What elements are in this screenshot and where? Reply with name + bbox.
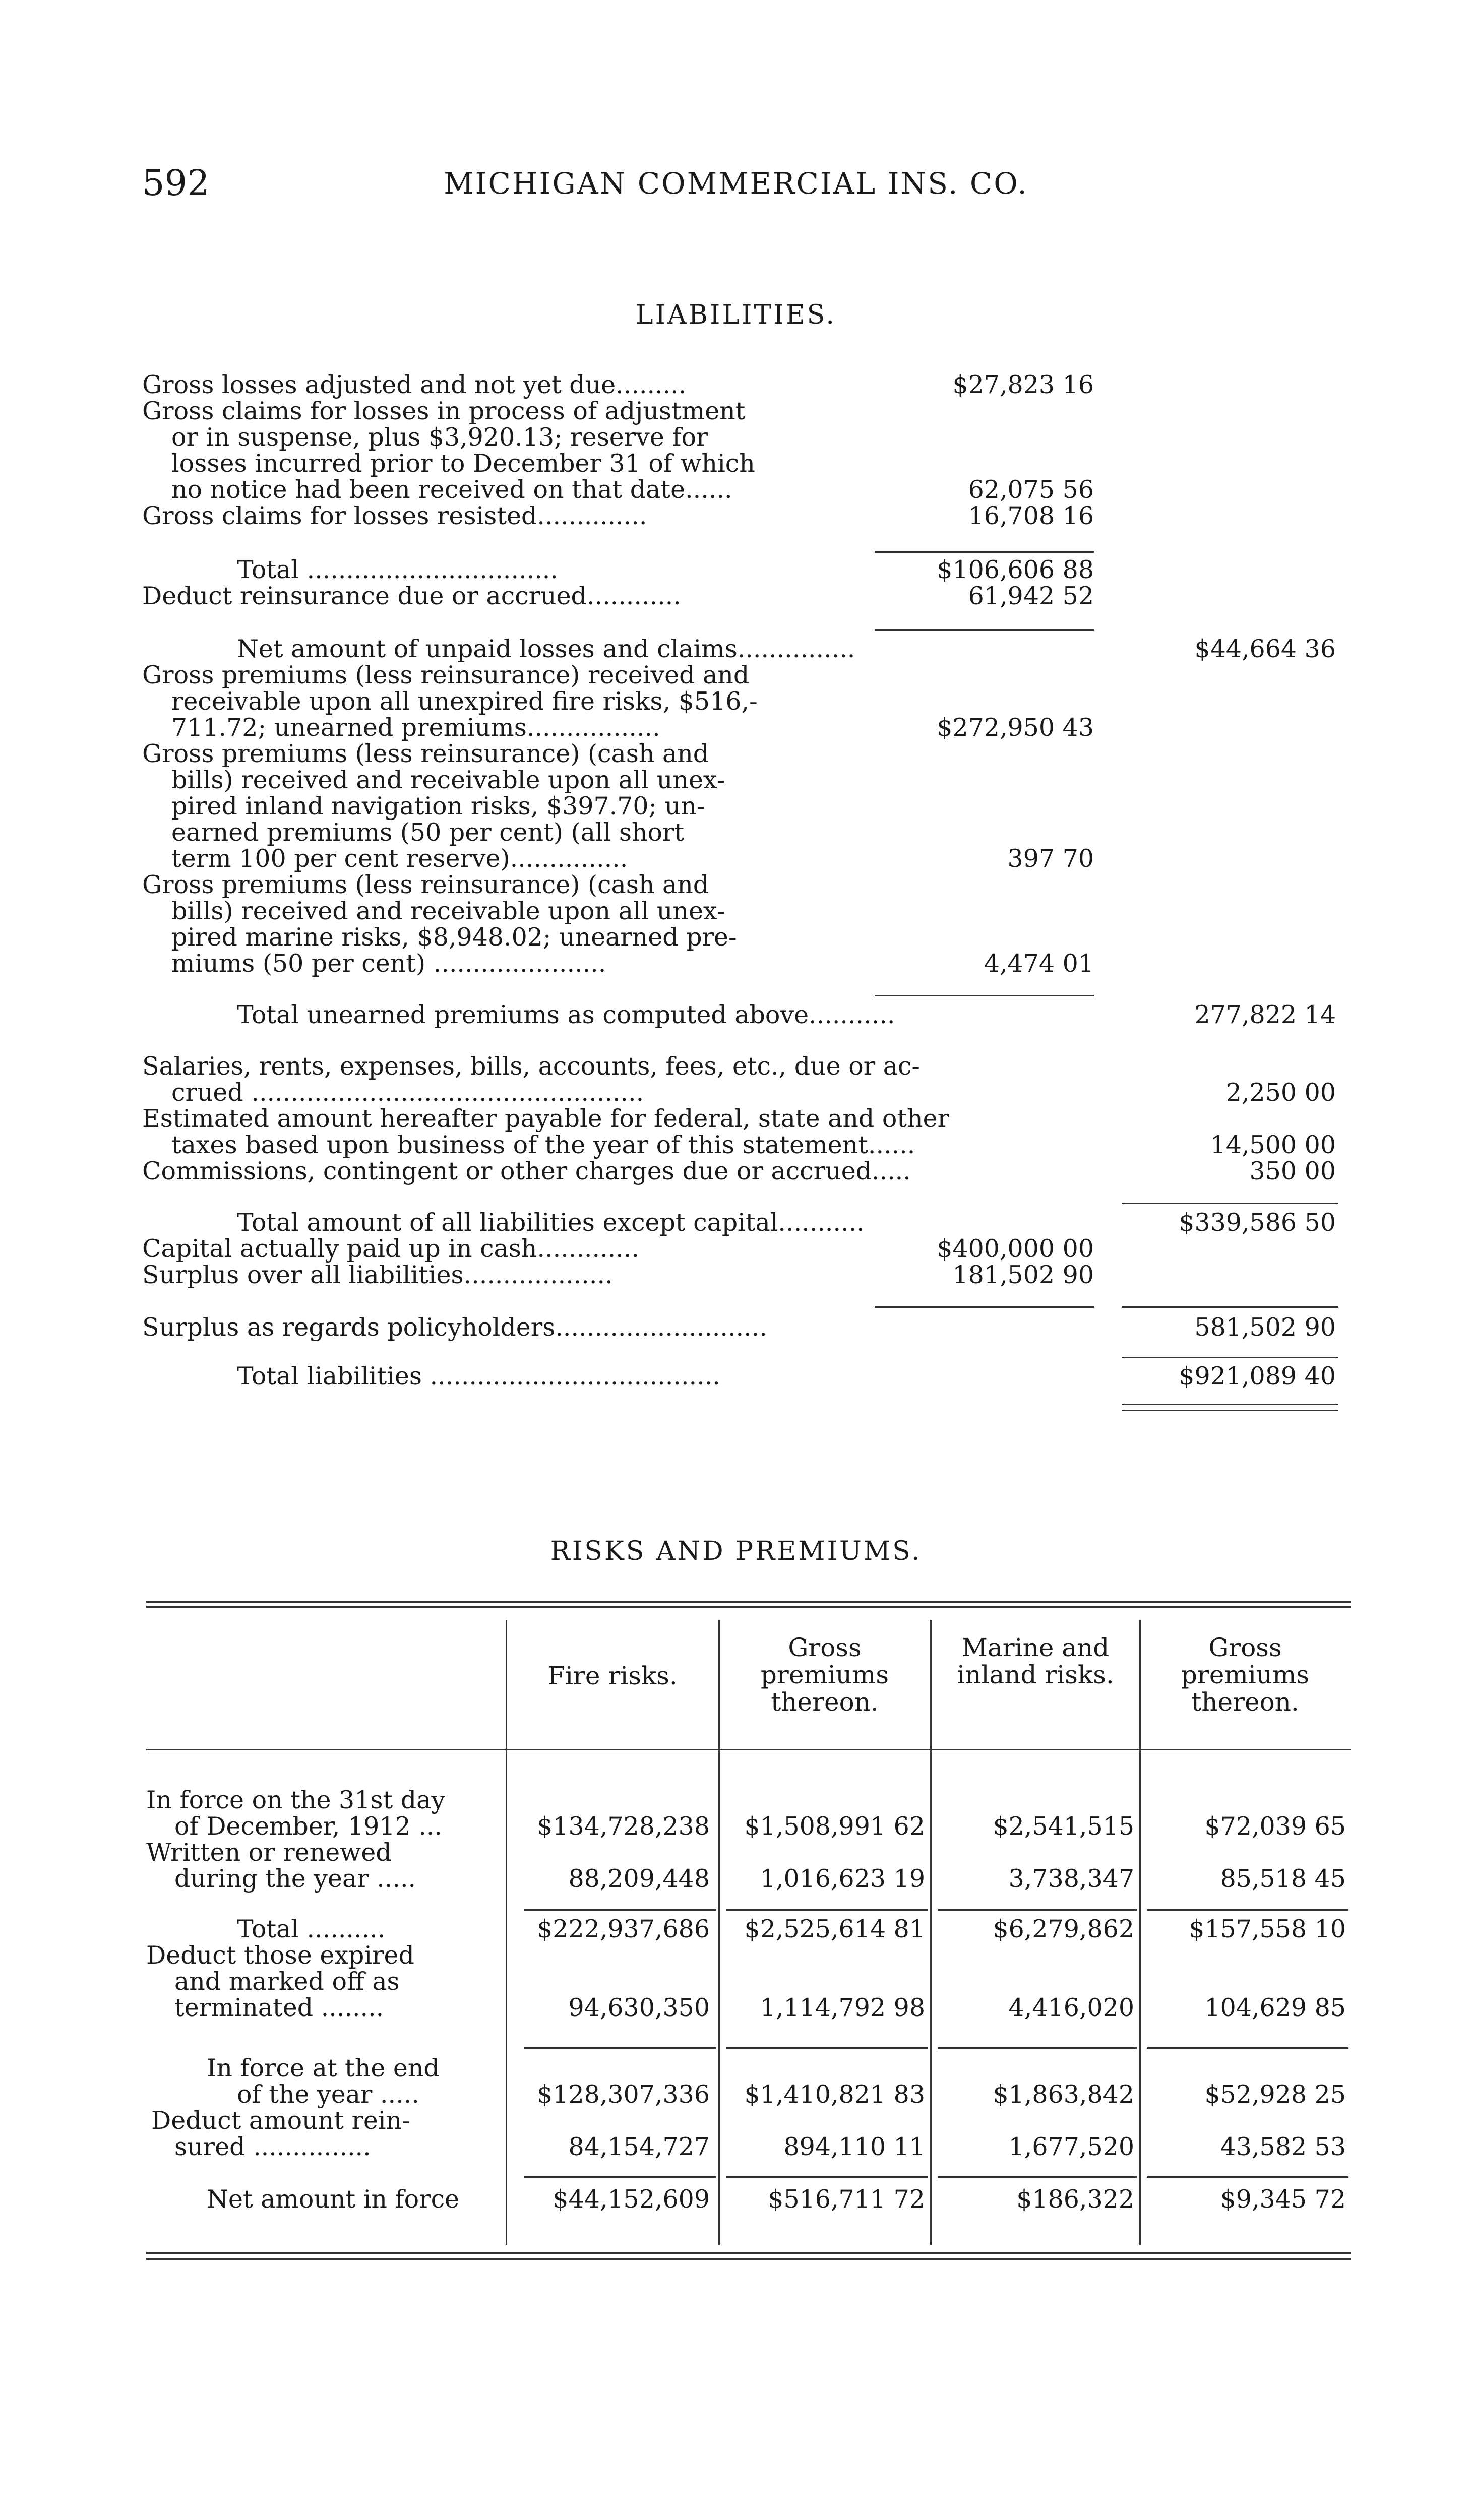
liab-line: earned premiums (50 per cent) (all short [171, 818, 685, 847]
table-cell: 1,016,623 19 [760, 1864, 925, 1893]
table-cell: 88,209,448 [568, 1864, 710, 1893]
row-label: of the year ..... [237, 2080, 419, 2109]
sum-rule [938, 2176, 1137, 2178]
table-cell: $44,152,609 [553, 2185, 710, 2214]
liab-line: receivable upon all unexpired fire risks, $516,- [171, 687, 758, 716]
liab-line: Total ................................ [237, 555, 558, 584]
sum-rule [938, 1909, 1137, 1911]
table-cell: 84,154,727 [568, 2132, 710, 2161]
liab-total-amount: 350 00 [1249, 1157, 1336, 1185]
sum-rule [1147, 2047, 1348, 2049]
liab-line: bills) received and receivable upon all unex- [171, 897, 725, 925]
table-cell: $52,928 25 [1204, 2080, 1346, 2109]
column-divider [930, 1620, 932, 2245]
liab-total-amount: 277,822 14 [1194, 1000, 1336, 1029]
table-cell: 104,629 85 [1204, 1993, 1346, 2022]
table-cell: $516,711 72 [768, 2185, 925, 2214]
double-rule [1122, 1404, 1338, 1405]
table-cell: 3,738,347 [1008, 1864, 1134, 1893]
table-cell: $157,558 10 [1189, 1915, 1346, 1943]
liab-line: Gross claims for losses in process of adjustment [142, 397, 746, 425]
liab-line: Surplus over all liabilities................... [142, 1261, 613, 1289]
table-cell: 43,582 53 [1220, 2132, 1346, 2161]
row-label: during the year ..... [174, 1864, 416, 1893]
liab-line: or in suspense, plus $3,920.13; reserve for [171, 423, 708, 452]
table-cell: $186,322 [1016, 2185, 1134, 2214]
table-cell: 85,518 45 [1220, 1864, 1346, 1893]
table-cell: 4,416,020 [1008, 1993, 1134, 2022]
liab-line: pired inland navigation risks, $397.70; un- [171, 792, 705, 821]
col-header-marine-premiums: Gross premiums thereon. [1181, 1633, 1310, 1717]
sum-rule [1122, 1357, 1338, 1358]
liab-line: Salaries, rents, expenses, bills, accounts, fees, etc., due or ac- [142, 1052, 920, 1081]
col-header-fire-premiums: Gross premiums thereon. [760, 1633, 889, 1717]
liab-line: Gross premiums (less reinsurance) (cash and [142, 870, 709, 899]
liab-line: Total liabilities ..................................... [237, 1362, 720, 1391]
liabilities-heading: LIABILITIES. [636, 300, 836, 330]
row-label: Deduct amount rein- [151, 2106, 410, 2135]
table-cell: $72,039 65 [1204, 1812, 1346, 1841]
sum-rule [726, 2176, 928, 2178]
row-label: Net amount in force [207, 2185, 460, 2214]
sum-rule [875, 551, 1094, 553]
column-divider [718, 1620, 720, 2245]
row-label: of December, 1912 ... [174, 1812, 442, 1841]
liab-amount: 61,942 52 [968, 582, 1094, 610]
table-header-rule [146, 1749, 1351, 1750]
liab-line: Gross losses adjusted and not yet due......... [142, 370, 687, 399]
table-top-rule [146, 1601, 1351, 1603]
table-cell: 1,114,792 98 [760, 1993, 925, 2022]
sum-rule [524, 1909, 716, 1911]
page-number: 592 [142, 162, 210, 204]
liab-total-amount: $339,586 50 [1179, 1208, 1336, 1237]
liab-line: Total unearned premiums as computed above........... [237, 1000, 895, 1029]
sum-rule [875, 995, 1094, 996]
table-cell: $1,863,842 [993, 2080, 1134, 2109]
liab-line: Gross claims for losses resisted.............. [142, 501, 647, 530]
liab-amount: 4,474 01 [984, 949, 1094, 978]
table-cell: $6,279,862 [993, 1915, 1134, 1943]
sum-rule [726, 1909, 928, 1911]
row-label: Written or renewed [146, 1838, 392, 1867]
liab-line: Total amount of all liabilities except capital........... [237, 1208, 865, 1237]
table-cell: $9,345 72 [1220, 2185, 1346, 2214]
table-cell: 894,110 11 [783, 2132, 925, 2161]
liab-amount: 181,502 90 [952, 1261, 1094, 1289]
sum-rule [1147, 1909, 1348, 1911]
liab-amount: $106,606 88 [937, 555, 1094, 584]
liab-line: bills) received and receivable upon all unex- [171, 766, 725, 794]
sum-rule [875, 629, 1094, 631]
liab-amount: 62,075 56 [968, 475, 1094, 504]
sum-rule [938, 2047, 1137, 2049]
page-title: MICHIGAN COMMERCIAL INS. CO. [444, 166, 1028, 201]
table-top-rule [146, 1606, 1351, 1608]
liab-amount: $27,823 16 [952, 370, 1094, 399]
table-cell: $1,508,991 62 [744, 1812, 925, 1841]
liab-line: term 100 per cent reserve)............... [171, 844, 628, 873]
row-label: In force on the 31st day [146, 1786, 446, 1814]
liab-line: crued .................................................. [171, 1078, 644, 1107]
liab-line: Surplus as regards policyholders........................... [142, 1313, 767, 1342]
table-cell: 1,677,520 [1008, 2132, 1134, 2161]
table-bottom-rule [146, 2252, 1351, 2254]
liab-line: taxes based upon business of the year of this statement...... [171, 1130, 915, 1159]
liab-total-amount: $921,089 40 [1179, 1362, 1336, 1391]
table-cell: $1,410,821 83 [744, 2080, 925, 2109]
liab-total-amount: 2,250 00 [1225, 1078, 1336, 1107]
liab-line: Net amount of unpaid losses and claims............... [237, 635, 855, 663]
liab-line: pired marine risks, $8,948.02; unearned pre- [171, 923, 737, 952]
table-cell: $2,541,515 [993, 1812, 1134, 1841]
liab-line: 711.72; unearned premiums................. [171, 713, 660, 742]
column-divider [1139, 1620, 1141, 2245]
liab-line: losses incurred prior to December 31 of which [171, 449, 755, 478]
table-cell: $128,307,336 [537, 2080, 710, 2109]
sum-rule [524, 2047, 716, 2049]
liab-line: Estimated amount hereafter payable for federal, state and other [142, 1104, 950, 1133]
liab-amount: $272,950 43 [937, 713, 1094, 742]
row-label: Deduct those expired [146, 1941, 414, 1970]
risks-heading: RISKS AND PREMIUMS. [550, 1536, 922, 1566]
table-bottom-rule [146, 2258, 1351, 2260]
sum-rule [726, 2047, 928, 2049]
liab-total-amount: 581,502 90 [1194, 1313, 1336, 1342]
liab-total-amount: 14,500 00 [1210, 1130, 1336, 1159]
table-cell: $134,728,238 [537, 1812, 710, 1841]
liab-total-amount: $44,664 36 [1194, 635, 1336, 663]
liab-line: Commissions, contingent or other charges due or accrued..... [142, 1157, 911, 1185]
double-rule [1122, 1410, 1338, 1411]
row-label: Total .......... [237, 1915, 386, 1943]
row-label: sured ............... [174, 2132, 371, 2161]
sum-rule [1122, 1203, 1338, 1204]
col-header-marine-risks: Marine and inland risks. [957, 1633, 1114, 1689]
column-divider [506, 1620, 507, 2245]
sum-rule [875, 1306, 1094, 1308]
row-label: terminated ........ [174, 1993, 384, 2022]
liab-line: Capital actually paid up in cash............. [142, 1234, 639, 1263]
table-cell: $222,937,686 [537, 1915, 710, 1943]
sum-rule [1147, 2176, 1348, 2178]
liab-line: Gross premiums (less reinsurance) (cash and [142, 739, 709, 768]
table-cell: 94,630,350 [568, 1993, 710, 2022]
sum-rule [1122, 1306, 1338, 1308]
row-label: In force at the end [207, 2054, 440, 2083]
liab-amount: $400,000 00 [937, 1234, 1094, 1263]
sum-rule [524, 2176, 716, 2178]
liab-line: no notice had been received on that date...... [171, 475, 732, 504]
liab-line: Gross premiums (less reinsurance) received and [142, 661, 750, 689]
row-label: and marked off as [174, 1967, 400, 1996]
table-cell: $2,525,614 81 [744, 1915, 925, 1943]
liab-amount: 397 70 [1007, 844, 1094, 873]
col-header-fire-risks: Fire risks. [547, 1661, 678, 1690]
liab-amount: 16,708 16 [968, 501, 1094, 530]
liab-line: Deduct reinsurance due or accrued............ [142, 582, 681, 610]
liab-line: miums (50 per cent) ...................... [171, 949, 606, 978]
